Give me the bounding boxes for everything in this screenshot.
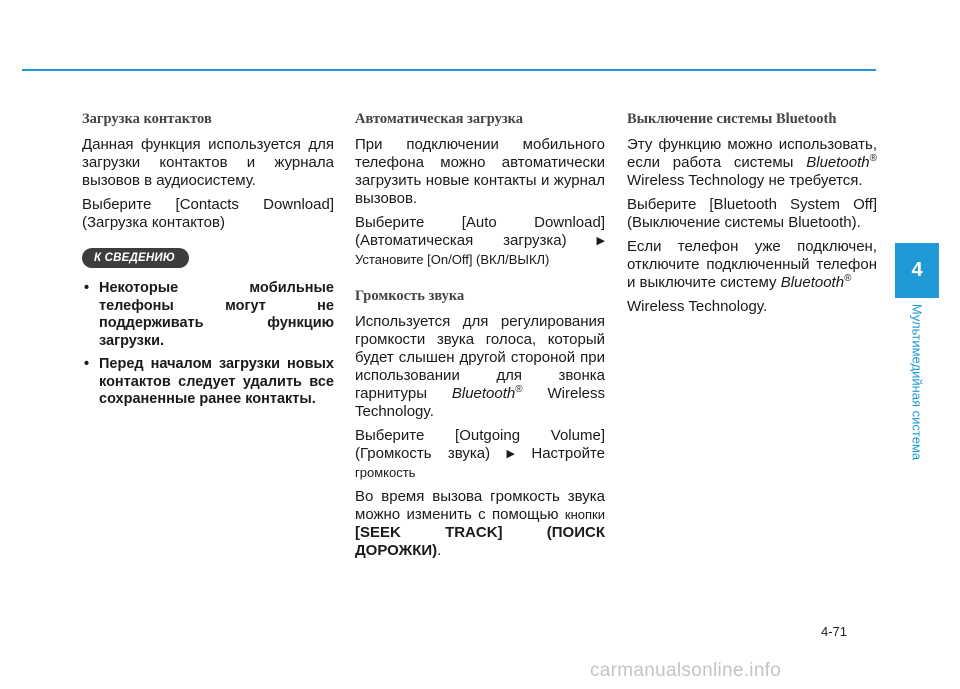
volume-change-text: Во время вызова громкость звука можно изменить с помощью (355, 488, 605, 523)
section-heading-contacts-download: Загрузка контактов (82, 111, 212, 127)
paragraph-disconnect (627, 238, 877, 292)
buttons-word: кнопки (564, 507, 605, 522)
page-number: 4-71 (821, 624, 848, 639)
registered-mark: ® (515, 384, 523, 395)
column-contacts-download (82, 110, 334, 415)
chapter-title: Мультимедийная система (909, 303, 925, 461)
paragraph-bluetooth-off (627, 136, 877, 190)
wireless-technology-text: Wireless Technology не требуется. (627, 172, 863, 189)
bluetooth-off-text: Эту функцию можно использовать, если работа системы (627, 136, 877, 171)
notes-list (82, 280, 334, 409)
column-auto-download-volume (355, 110, 605, 566)
arrow-icon: ▶ (506, 448, 515, 460)
bluetooth-brand: Bluetooth (451, 385, 516, 402)
paragraph-description: Данная функция используется для загрузки контактов и журнала вызовов в аудиосистему. (82, 136, 334, 189)
paragraph-bluetooth-off-instruction: Выберите [Bluetooth System Off] (Выключение системы Bluetooth). (627, 196, 877, 231)
paragraph-volume-change (355, 488, 605, 560)
paragraph-wireless-technology: Wireless Technology. (627, 298, 768, 315)
instruction-set: Установите [On/Off] (ВКЛ/ВЫКЛ) (355, 252, 550, 267)
instruction-adjust: Настройте (531, 445, 606, 462)
section-heading-bluetooth-off: Выключение системы Bluetooth (627, 111, 837, 127)
watermark: carmanualsonline.info (590, 660, 782, 681)
paragraph-auto-download-instruction (355, 214, 605, 269)
registered-mark: ® (844, 273, 852, 284)
paragraph-volume (355, 313, 605, 421)
registered-mark: ® (869, 153, 877, 164)
instruction-select: Выберите [Auto Download] (Автоматическая загрузка) (355, 214, 605, 249)
bluetooth-brand: Bluetooth (806, 154, 870, 171)
disconnect-text: Если телефон уже подключен, отключите подключенный телефон и выключите систему (627, 238, 877, 291)
arrow-icon: ▶ (596, 235, 605, 247)
column-bluetooth-off (627, 110, 877, 322)
paragraph-auto-download: При подключении мобильного телефона можно автоматически загрузить новые контакты и журнал вызовов. (355, 136, 605, 207)
section-heading-volume: Громкость звука (355, 288, 465, 304)
section-heading-auto-download: Автоматическая загрузка (355, 111, 524, 127)
note-item: • Перед началом загрузки новых контактов следует удалить все сохраненные ранее контакты. (82, 356, 334, 409)
note-badge: К СВЕДЕНИЮ (82, 248, 189, 268)
instruction-adjust-object: громкость (355, 465, 416, 480)
note-item: • Некоторые мобильные телефоны могут не поддерживать функцию загрузки. (82, 280, 334, 350)
paragraph-instruction: Выберите [Contacts Download] (Загрузка контактов) (82, 196, 334, 231)
paragraph-volume-instruction (355, 427, 605, 482)
wireless-technology-text: Wireless Technology. (355, 385, 606, 420)
top-divider-line (22, 69, 876, 71)
sentence-end: . (437, 542, 442, 559)
volume-text: Используется для регулирования громкости звука голоса, который будет слышен другой стороной при использовании для звонка гарнитуры (355, 313, 605, 402)
instruction-select-volume: Выберите [Outgoing Volume] (Громкость звука) (355, 427, 605, 462)
bluetooth-brand: Bluetooth (780, 274, 845, 291)
seek-track-button-label: [SEEK TRACK] (ПОИСК ДОРОЖКИ) (355, 524, 605, 559)
chapter-tab: 4 (895, 243, 939, 298)
